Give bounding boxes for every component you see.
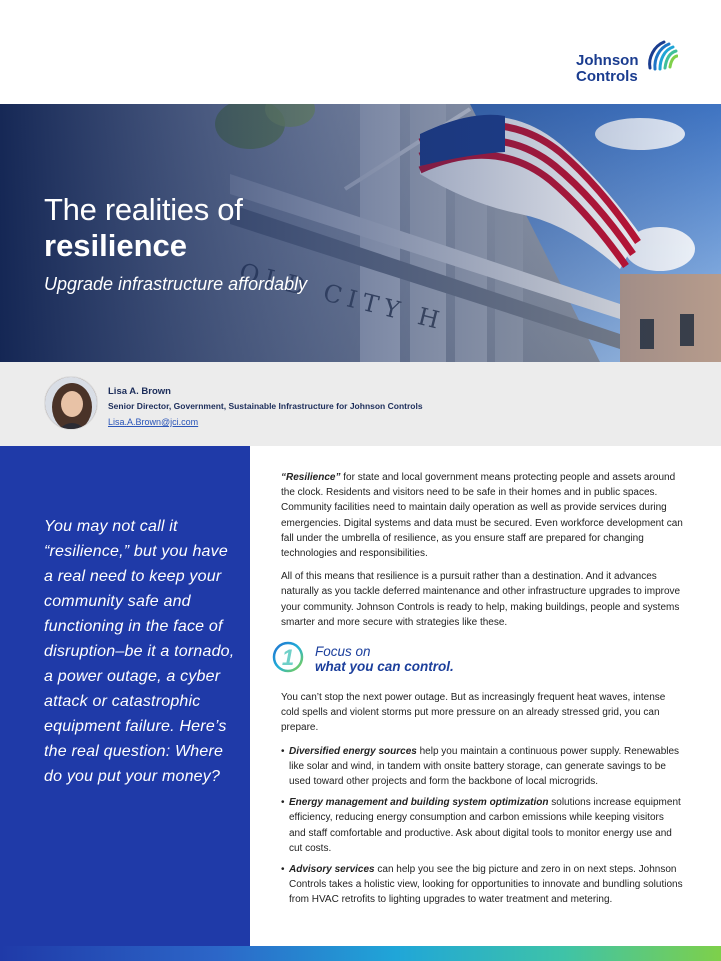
bullet-text: solutions increase equipment efficiency, reducing energy consumption and carbon emissions while keeping visitors and staff comfortable and productive. Ask about digital tools to monitor energy use and cut costs. [289, 797, 681, 854]
bullet-text: can help you see the big picture and zero in on next steps. Johnson Controls takes a holistic view, looking for opportunities to innovate and bundling solutions from HVAC retrofits to lighting upgrades to water treatment and metering. [289, 864, 683, 906]
pull-quote-panel [0, 446, 250, 946]
author-email-link[interactable]: Lisa.A.Brown@jci.com [108, 417, 199, 427]
section-number-badge [271, 640, 305, 674]
hero-title-line1: The realities of [44, 192, 243, 227]
bullet-lead: Advisory services [289, 864, 375, 876]
list-item [281, 795, 683, 856]
hero-title-line2: resilience [44, 228, 188, 263]
intro-lead: “Resilience” [281, 472, 341, 483]
list-item [281, 862, 683, 908]
author-strip [0, 362, 721, 446]
section-1-heading-line2: what you can control. [315, 659, 454, 675]
section-1-intro: You can’t stop the next power outage. But as increasingly frequent heat waves, intense cold spells and violent storms put more pressure on an already stressed grid, you can prepare. [281, 692, 666, 734]
second-paragraph: All of this means that resilience is a pursuit rather than a destination. And it advances naturally as you tackle deferred maintenance and other infrastructure upgrades to improve your community. Johnson Controls is ready to help, making buildings, people and systems smarter and more secure with strategies like these. [281, 571, 681, 628]
main-content [281, 470, 683, 914]
logo-wordmark [576, 53, 639, 85]
logo-line-2: Controls [576, 68, 638, 85]
bullet-text: help you maintain a continuous power supply. Renewables like solar and wind, in tandem with onsite battery storage, can generate savings to be used toward other projects and form the backbone of local microgrids. [289, 745, 680, 788]
bottom-gradient-bar [0, 946, 721, 961]
hero-banner [0, 104, 721, 362]
list-item [281, 744, 683, 790]
section-1-heading [281, 642, 683, 688]
intro-paragraph [281, 470, 683, 561]
pull-quote: You may not call it “resilience,” but you have a real need to keep your community safe and functioning in the face of disruption–be it a tornado, a power outage, a cyber attack or catastrophic equipment failure. Here’s the real question: Where do you put your money? [44, 518, 235, 785]
logo-swirl-icon [644, 38, 678, 72]
bullet-lead: Energy management and building system optimization [289, 797, 549, 809]
author-name: Lisa A. Brown [108, 386, 171, 397]
section-1-heading-line1: Focus on [315, 644, 371, 660]
bullet-lead: Diversified energy sources [289, 745, 417, 757]
logo-line-1: Johnson [576, 52, 639, 69]
section-1-bullets [281, 744, 683, 908]
section-number: 1 [281, 645, 295, 671]
hero-subtitle: Upgrade infrastructure affordably [44, 274, 308, 294]
author-title: Senior Director, Government, Sustainable Infrastructure for Johnson Controls [108, 401, 423, 411]
author-avatar [44, 376, 98, 430]
johnson-controls-logo[interactable] [576, 38, 686, 88]
intro-text: for state and local government means protecting people and assets around the clock. Residents and visitors need to be safe in their homes and in public spaces. Community facilities need to maintain daily operation as well as provide services during emergencies. Digital systems and data must be secured. Even workforce development can fall under the umbrella of resilience, as you ensure staff are prepared for changing technologies and responsibilities. [281, 472, 683, 560]
